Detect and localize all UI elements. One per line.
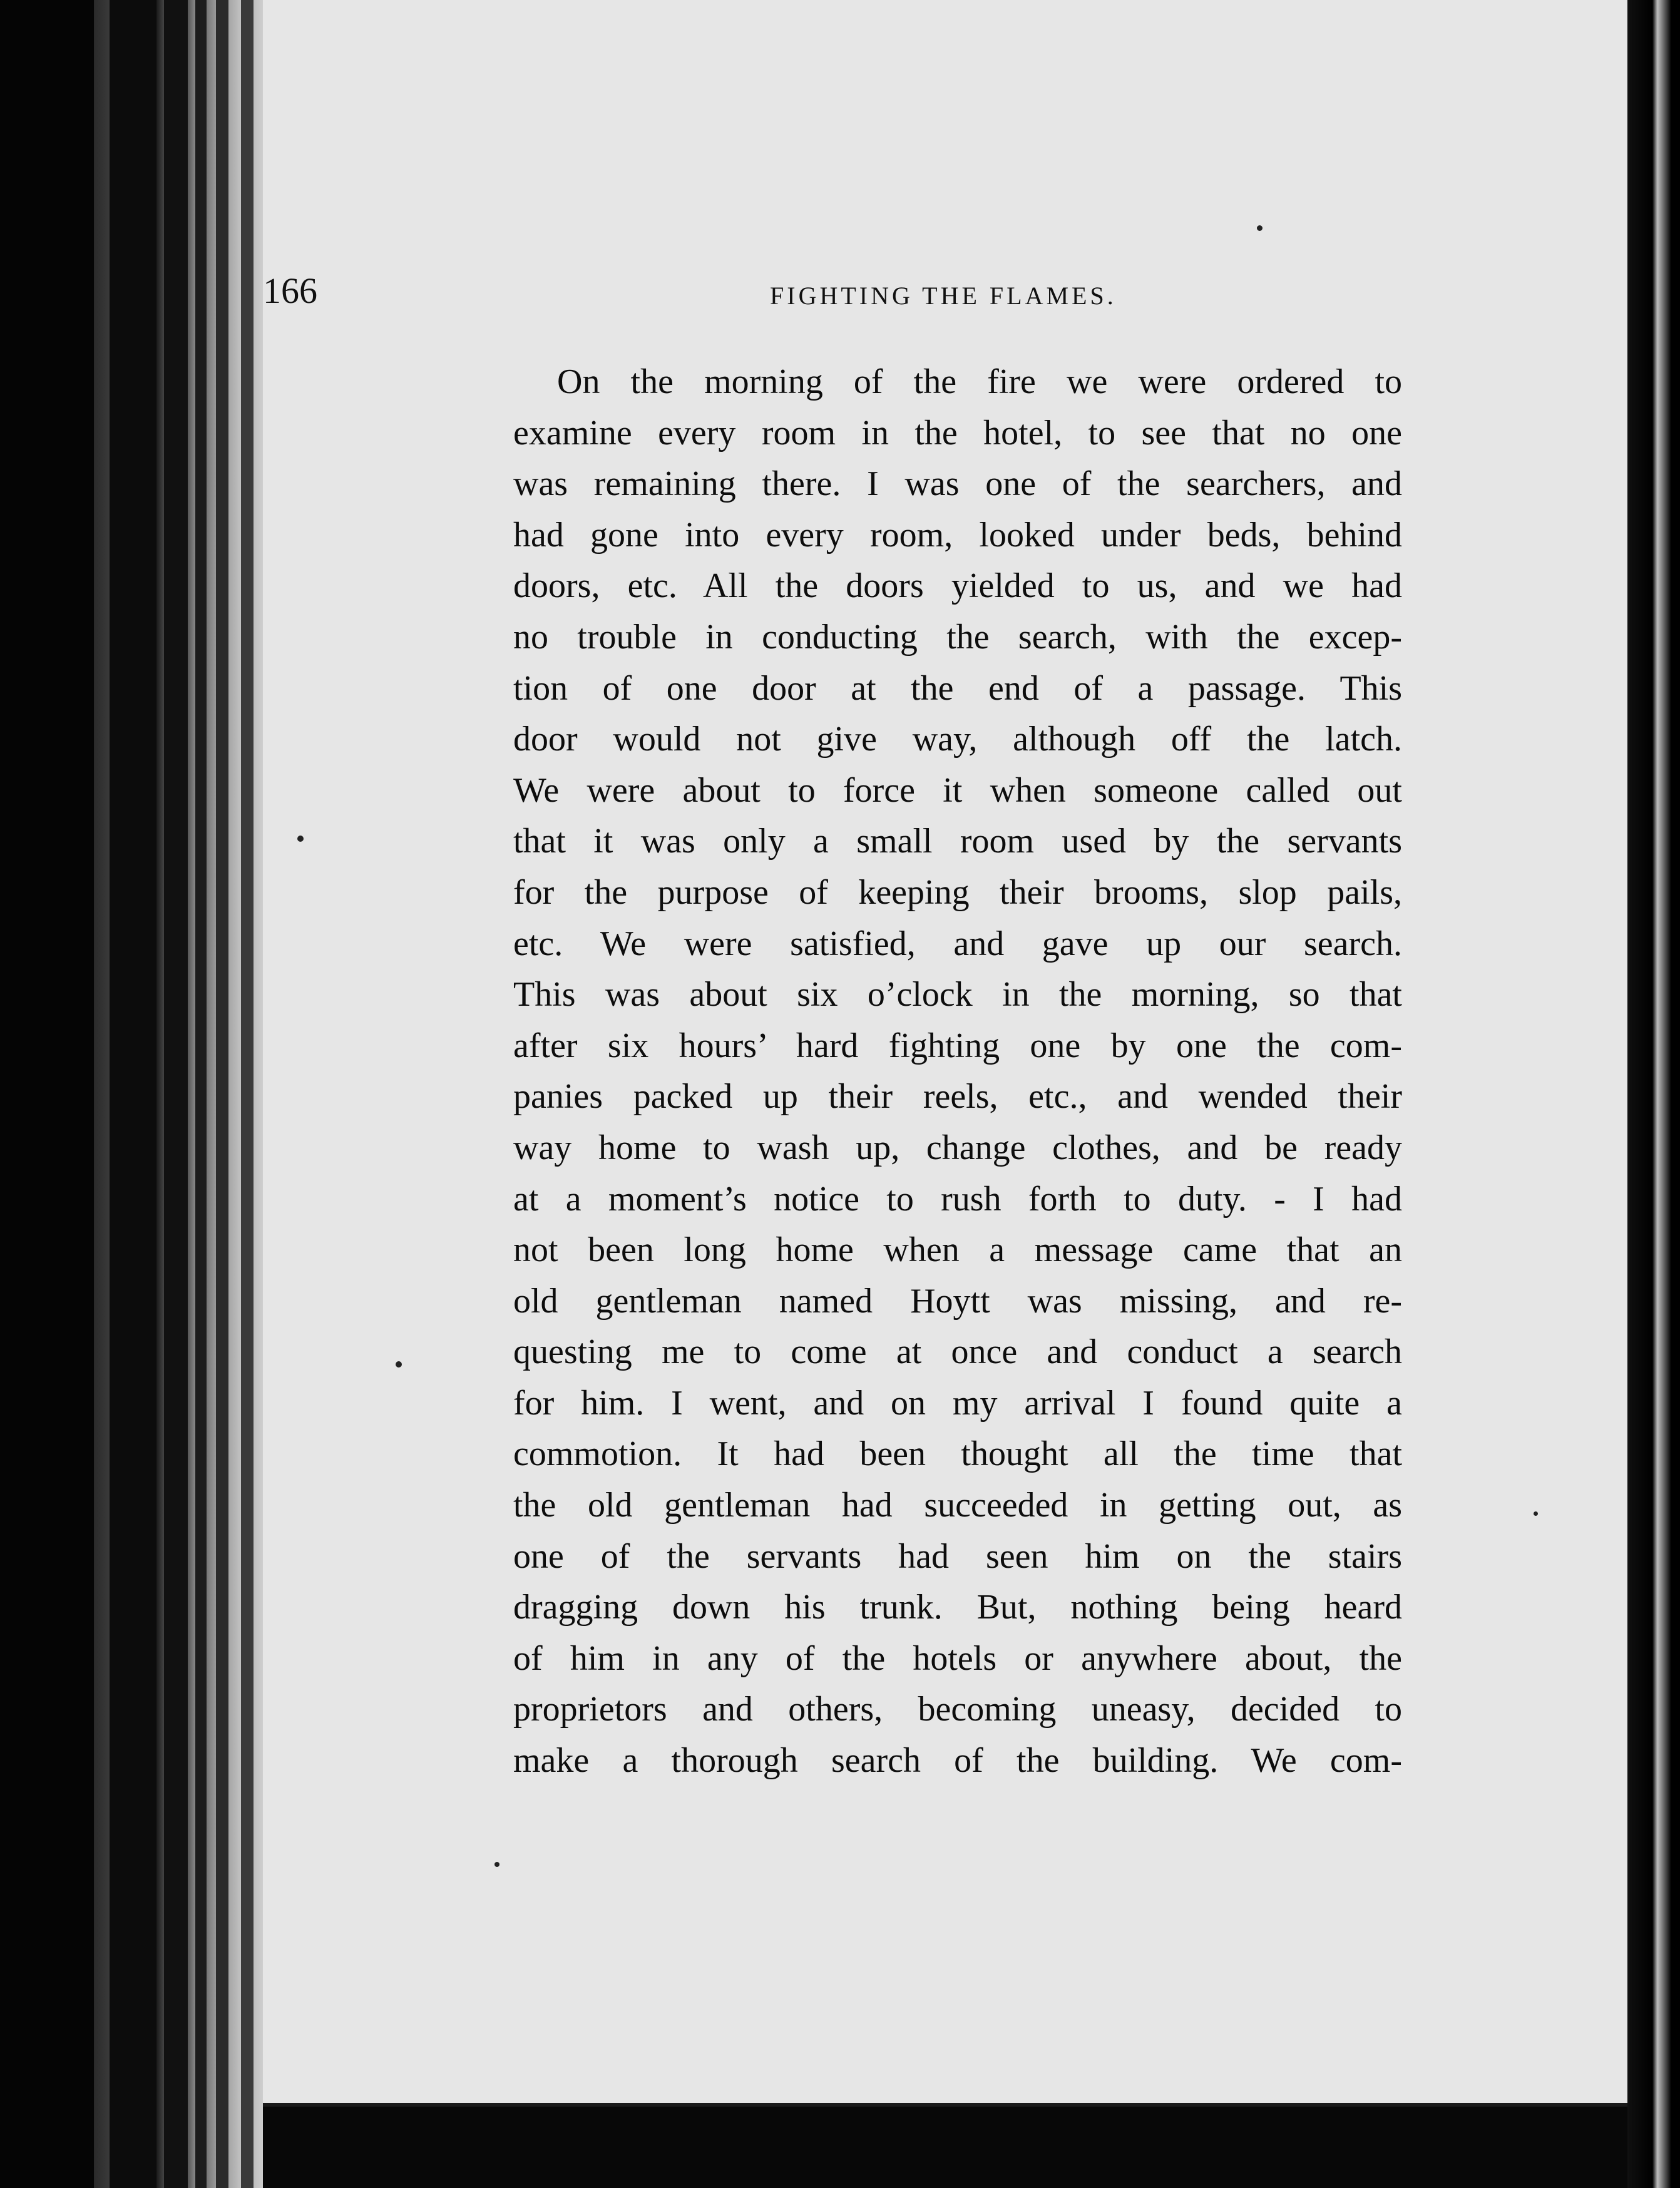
dust-speck [1534, 1511, 1538, 1516]
text-line: questing me to come at once and conduct a search [513, 1332, 1402, 1372]
dust-speck [494, 1862, 499, 1867]
text-line: that it was only a small room used by the servants [513, 822, 1402, 861]
text-line: after six hours’ hard fighting one by one the com- [513, 1026, 1402, 1065]
right-page-edge [1627, 0, 1680, 2188]
text-line: dragging down his trunk. But, nothing being heard [513, 1588, 1402, 1627]
text-line: old gentleman named Hoytt was missing, and re- [513, 1281, 1402, 1321]
text-line: This was about six o’clock in the morning, so that [513, 975, 1402, 1015]
text-line: make a thorough search of the building. We com- [513, 1741, 1402, 1781]
dust-speck [396, 1361, 402, 1368]
text-line: doors, etc. All the doors yielded to us, and we had [513, 566, 1402, 606]
text-line: of him in any of the hotels or anywhere about, the [513, 1638, 1402, 1678]
text-line: door would not give way, although off the latch. [513, 720, 1402, 759]
text-line: examine every room in the hotel, to see that no one [513, 413, 1402, 452]
bottom-dark-band [263, 2107, 1627, 2188]
text-line: no trouble in conducting the search, with the excep- [513, 617, 1402, 657]
text-line: at a moment’s notice to rush forth to duty. - I had [513, 1179, 1402, 1219]
dust-speck [1257, 225, 1263, 231]
body-text [513, 357, 1402, 1787]
text-line: was remaining there. I was one of the searchers, and [513, 464, 1402, 504]
text-line: for him. I went, and on my arrival I found quite a [513, 1383, 1402, 1423]
dust-speck [297, 836, 304, 842]
text-line: commotion. It had been thought all the time that [513, 1434, 1402, 1474]
text-line: way home to wash up, change clothes, and be ready [513, 1128, 1402, 1167]
text-line: proprietors and others, becoming uneasy, decided to [513, 1690, 1402, 1729]
text-line: panies packed up their reels, etc., and wended their [513, 1077, 1402, 1117]
text-line: not been long home when a message came that an [513, 1230, 1402, 1270]
page-number: 166 [263, 270, 317, 311]
book-binding-edge [0, 0, 263, 2188]
page-header [263, 266, 1402, 316]
text-line: had gone into every room, looked under beds, behind [513, 515, 1402, 555]
text-line: We were about to force it when someone called out [513, 770, 1402, 810]
text-line: for the purpose of keeping their brooms, slop pails, [513, 872, 1402, 912]
text-line: etc. We were satisfied, and gave up our search. [513, 924, 1402, 963]
text-line: the old gentleman had succeeded in getting out, as [513, 1486, 1402, 1525]
text-line: On the morning of the fire we were ordered to [557, 362, 1402, 401]
running-head: FIGHTING THE FLAMES. [770, 282, 1117, 310]
text-line: one of the servants had seen him on the stairs [513, 1536, 1402, 1576]
text-line: tion of one door at the end of a passage. This [513, 668, 1402, 708]
